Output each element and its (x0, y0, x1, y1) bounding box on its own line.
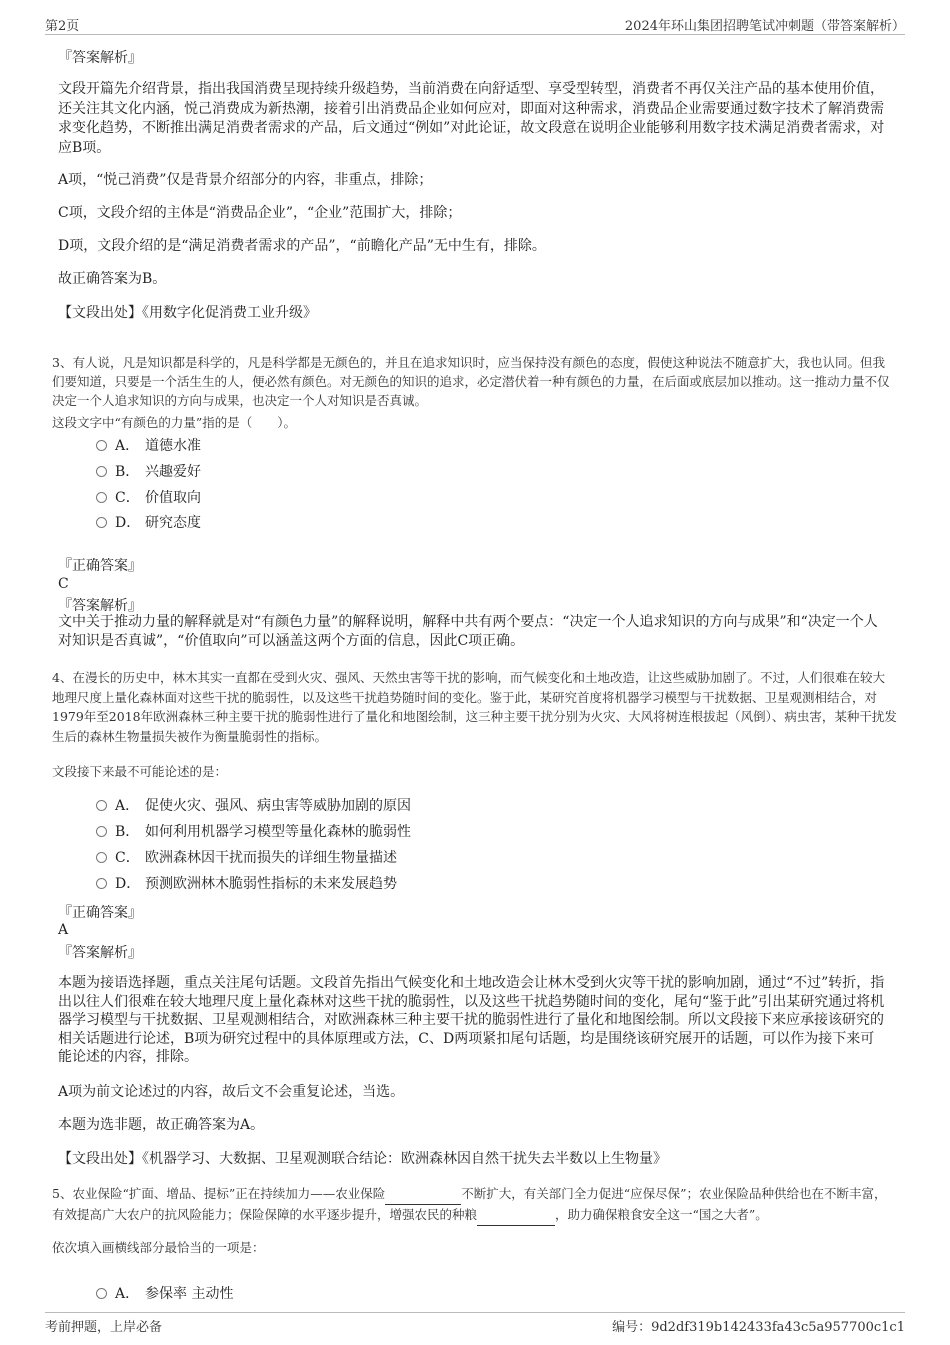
q4-option-d[interactable] (96, 874, 397, 894)
q3-option-c[interactable] (96, 488, 201, 508)
q3-option-letter: D． (115, 515, 141, 531)
page-header (45, 12, 905, 35)
q5-blank-1 (385, 1184, 461, 1205)
q4-option-letter: D． (115, 876, 141, 892)
radio-icon[interactable] (96, 852, 107, 863)
q3-option-text: 研究态度 (145, 515, 201, 531)
q5-option-letter: A． (115, 1286, 140, 1302)
q4-question: 文段接下来最不可能论述的是： (52, 764, 228, 779)
q4-answer: A (58, 922, 69, 938)
page-number: 第2页 (45, 19, 80, 34)
document-title: 2024年环山集团招聘笔试冲刺题（带答案解析） (624, 19, 905, 34)
radio-icon[interactable] (96, 800, 107, 811)
q4-option-text: 如何利用机器学习模型等量化森林的脆弱性 (145, 824, 411, 840)
radio-icon[interactable] (96, 826, 107, 837)
q4-option-text: 预测欧洲林木脆弱性指标的未来发展趋势 (145, 876, 397, 892)
q3-option-a[interactable] (96, 436, 201, 456)
q5-stem-part1: 5、农业保险“扩面、增品、提标”正在持续加力——农业保险 (52, 1186, 386, 1201)
q4-answer-label: 『正确答案』 (58, 905, 142, 921)
q3-analysis-label: 『答案解析』 (58, 598, 142, 614)
q3-option-d[interactable] (96, 513, 201, 533)
q4-stem: 4、在漫长的历史中，林木其实一直都在受到火灾、强风、天然虫害等干扰的影响，而气候变化和土地改造，让这些威胁加剧了。不过，人们很难在较大地理尺度上量化森林面对这些干扰的脆弱性，以及这些干扰趋势随时间的变化。鉴于此，某研究首度将机器学习模型与干扰数据、卫星观测相结合，对1979年至2018年欧洲森林三种主要干扰的脆弱性进行了量化和地图绘制，这三种主要干扰分别为火灾、大风将树连根拔起（风倒）、病虫害，某种干扰发生后的森林生物量损失被作为衡量脆弱性的指标。 (52, 670, 897, 744)
q4-option-letter: B． (115, 824, 140, 840)
q3-option-text: 兴趣爱好 (145, 464, 201, 480)
radio-icon[interactable] (96, 466, 107, 477)
q4-conclusion: 本题为选非题，故正确答案为A。 (58, 1117, 265, 1133)
q3-option-text: 价值取向 (145, 490, 201, 506)
radio-icon[interactable] (96, 517, 107, 528)
q2-option-d-analysis: D项，文段介绍的是“满足消费者需求的产品”，“前瞻化产品”无中生有，排除。 (58, 238, 546, 254)
q3-answer-label: 『正确答案』 (58, 558, 142, 574)
q5-stem (52, 1184, 897, 1226)
q4-option-a-analysis: A项为前文论述过的内容，故后文不会重复论述，当选。 (58, 1084, 405, 1100)
page-footer (45, 1312, 905, 1335)
q4-option-text: 促使火灾、强风、病虫害等威胁加剧的原因 (145, 798, 411, 814)
q5-option-text: 参保率 主动性 (145, 1286, 234, 1302)
q3-question: 这段文字中“有颜色的力量”指的是（ ）。 (52, 415, 297, 430)
q5-stem-part3: ，助力确保粮食安全这一“国之大者”。 (555, 1207, 768, 1222)
q4-option-text: 欧洲森林因干扰而损失的详细生物量描述 (145, 850, 397, 866)
q3-option-letter: A． (115, 438, 140, 454)
q5-blank-2 (477, 1205, 555, 1226)
q3-option-letter: C． (115, 490, 140, 506)
q4-analysis-text: 本题为接语选择题，重点关注尾句话题。文段首先指出气候变化和土地改造会让林木受到火灾等干扰的影响加剧，通过“不过”转折，指出以往人们很难在较大地理尺度上量化森林对这些干扰的脆弱性，以及这些干扰趋势随时间的变化，尾句“鉴于此”引出某研究通过将机器学习模型与干扰数据、卫星观测相结合，对欧洲森林三种主要干扰的脆弱性进行了量化和地图绘制。所以文段接下来应承接该研究的相关话题进行论述，B项为研究过程中的具体原理或方法，C、D两项紧扣尾句话题，均是围绕该研究展开的话题，可以作为接下来可能论述的内容，排除。 (58, 975, 885, 1065)
q4-option-a[interactable] (96, 796, 411, 816)
q3-option-letter: B． (115, 464, 140, 480)
q3-answer: C (58, 576, 69, 592)
q5-question: 依次填入画横线部分最恰当的一项是： (52, 1240, 265, 1255)
q4-source: 【文段出处】《机器学习、大数据、卫星观测联合结论：欧洲森林因自然干扰失去半数以上生物量》 (58, 1151, 667, 1167)
q4-option-letter: A． (115, 798, 140, 814)
q5-stem-part2: 不断扩大，有关部门全力促进“应保尽保”；农业保险品种供给也在不断丰富，有效提高广大农户的抗风险能力；保险保障的水平逐步提升，增强农民的种粮 (52, 1186, 887, 1222)
q2-option-a-analysis: A项，“悦己消费”仅是背景介绍部分的内容，非重点，排除； (58, 172, 433, 188)
q5-option-a[interactable] (96, 1284, 233, 1304)
radio-icon[interactable] (96, 1288, 107, 1299)
q2-conclusion: 故正确答案为B。 (58, 271, 167, 287)
q2-option-c-analysis: C项，文段介绍的主体是“消费品企业”，“企业”范围扩大，排除； (58, 205, 462, 221)
radio-icon[interactable] (96, 492, 107, 503)
radio-icon[interactable] (96, 878, 107, 889)
q2-analysis-text: 文段开篇先介绍背景，指出我国消费呈现持续升级趋势，当前消费在向舒适型、享受型转型，消费者不再仅关注产品的基本使用价值，还关注其文化内涵，悦己消费成为新热潮，接着引出消费品企业如何应对，即面对这种需求，消费品企业需要通过数字技术了解消费需求变化趋势，不断推出满足消费者需求的产品，后文通过“例如”对此论证，故文段意在说明企业能够利用数字技术满足消费者需求，对应B项。 (58, 81, 885, 156)
q4-option-b[interactable] (96, 822, 411, 842)
q2-source: 【文段出处】《用数字化促消费工业升级》 (58, 305, 317, 321)
q2-analysis-label: 『答案解析』 (58, 50, 142, 66)
q4-option-letter: C． (115, 850, 140, 866)
radio-icon[interactable] (96, 440, 107, 451)
q3-stem: 3、有人说，凡是知识都是科学的，凡是科学都是无颜色的，并且在追求知识时，应当保持没有颜色的态度，假使这种说法不随意扩大，我也认同。但我们要知道，只要是一个活生生的人，便必然有颜色。对无颜色的知识的追求，必定潜伏着一种有颜色的力量，在后面或底层加以推动。这一推动力量不仅决定一个人追求知识的方向与成果，也决定一个人对知识是否真诚。 (52, 355, 890, 408)
q3-option-text: 道德水准 (145, 438, 201, 454)
q3-analysis-text: 文中关于推动力量的解释就是对“有颜色力量”的解释说明，解释中共有两个要点：“决定一个人追求知识的方向与成果”和“决定一个人对知识是否真诚”，“价值取向”可以涵盖这两个方面的信息，因此C项正确。 (58, 614, 878, 649)
q4-analysis-label: 『答案解析』 (58, 945, 142, 961)
footer-slogan: 考前押题，上岸必备 (45, 1320, 163, 1335)
q4-option-c[interactable] (96, 848, 397, 868)
document-id: 编号：9d2df319b142433fa43c5a957700c1c1 (612, 1320, 905, 1335)
q3-option-b[interactable] (96, 462, 201, 482)
